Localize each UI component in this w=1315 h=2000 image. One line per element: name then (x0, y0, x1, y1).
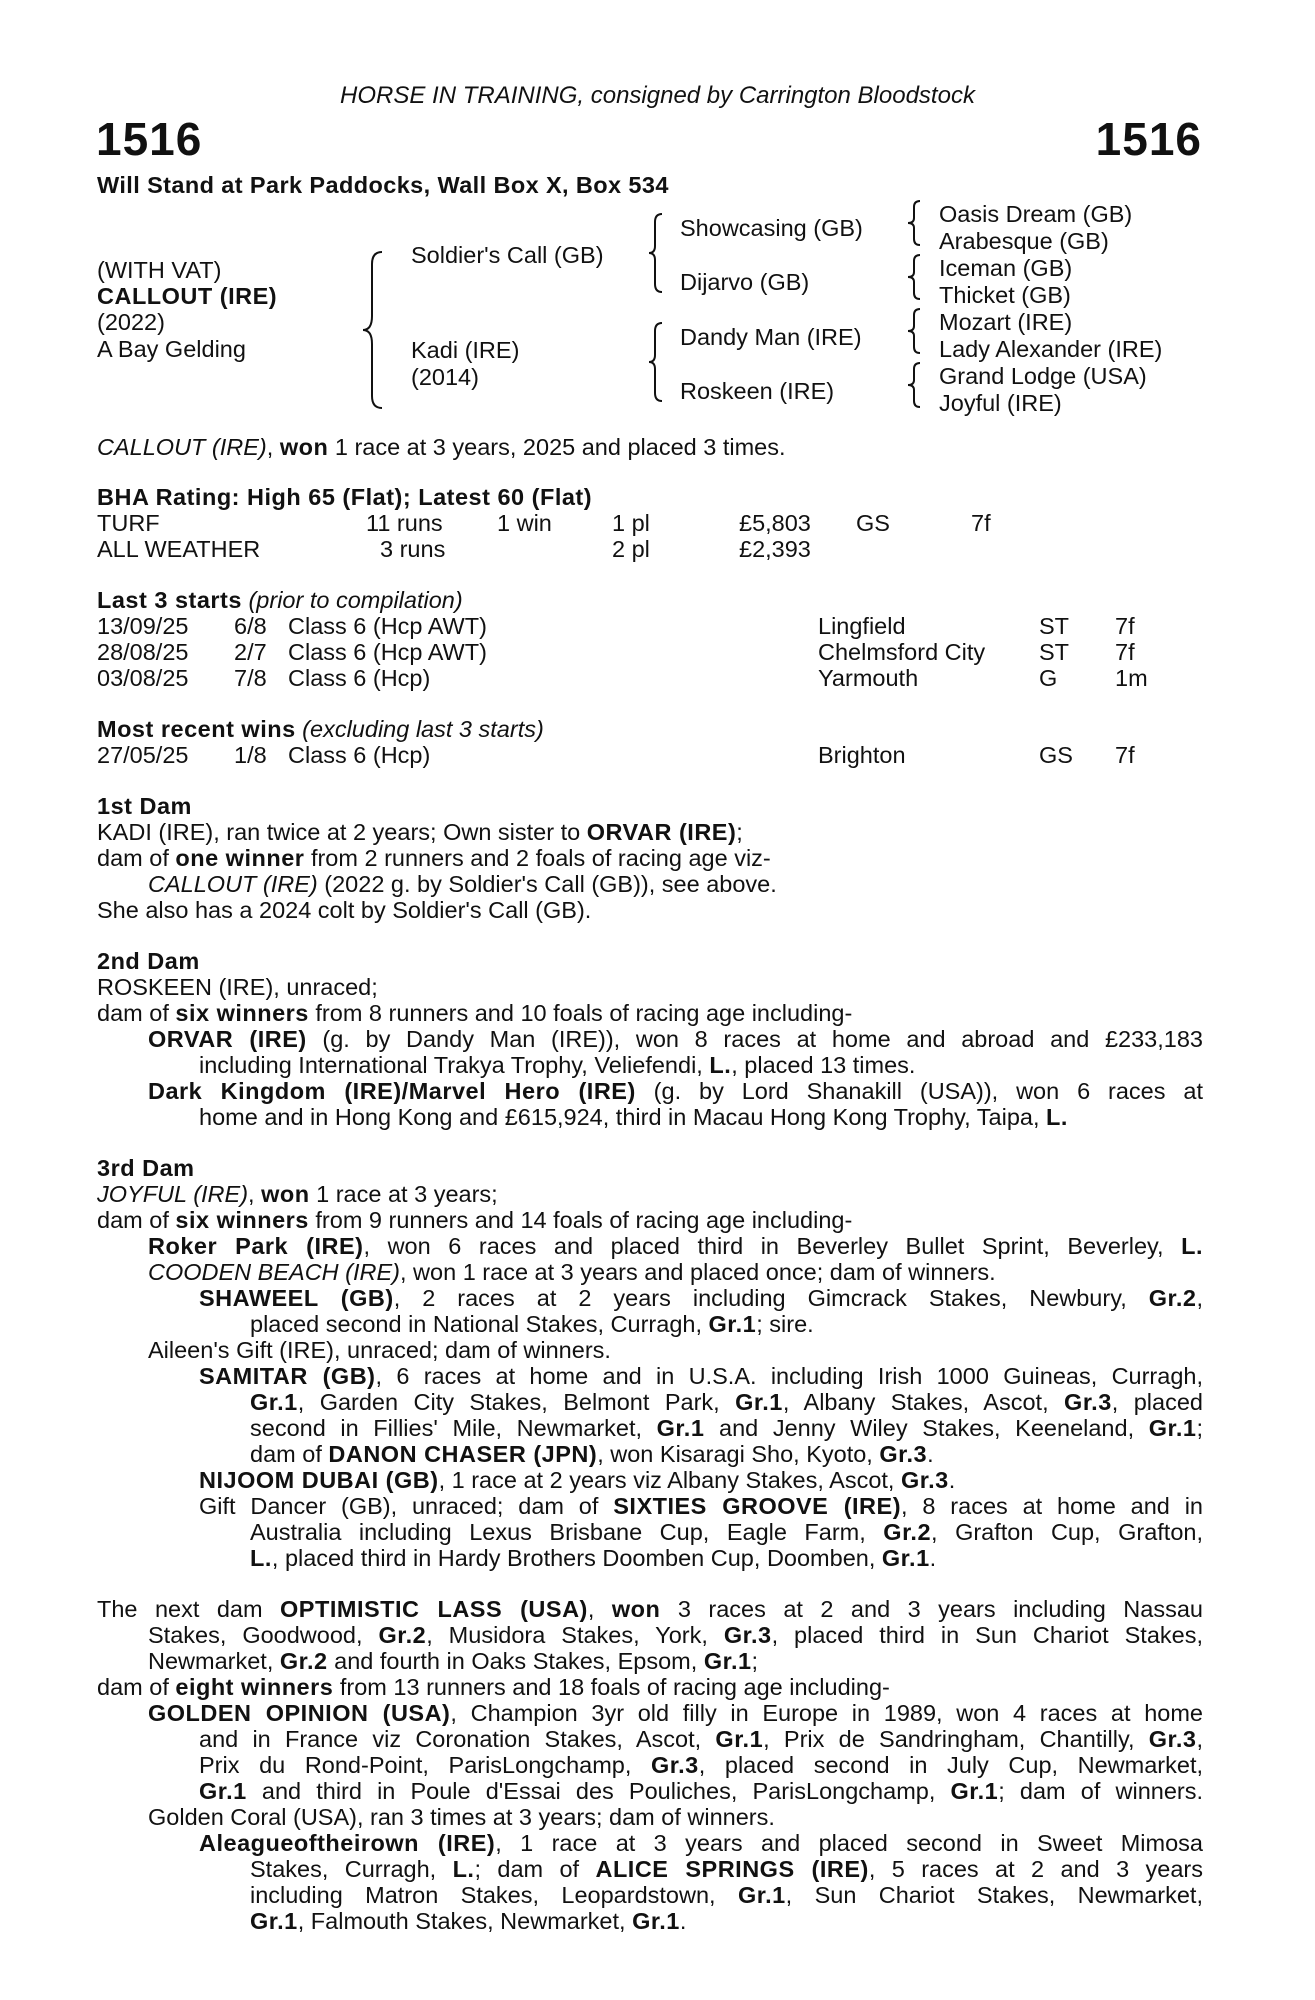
lot-number-right: 1516 (1095, 113, 1202, 165)
sire-sire: Showcasing (GB) (680, 215, 863, 241)
race-summary: CALLOUT (IRE), won 1 race at 3 years, 2025 and placed 3 times. (97, 434, 786, 460)
text-line: ROSKEEN (IRE), unraced; (97, 974, 378, 1000)
text-line: Gr.1, Falmouth Stakes, Newmarket, Gr.1. (250, 1908, 687, 1934)
start-course: Lingfield (818, 613, 906, 639)
text-line: dam of one winner from 2 runners and 2 foals of racing age viz- (97, 845, 771, 871)
dam-year: (2014) (411, 364, 479, 390)
text-line: Stakes, Curragh, L.; dam of ALICE SPRINGS (IRE), 5 races at 2 and 3 years (250, 1856, 1203, 1882)
text-line: L., placed third in Hardy Brothers Doomben Cup, Doomben, Gr.1. (250, 1545, 937, 1571)
start-course: Yarmouth (818, 665, 919, 691)
text-line: SAMITAR (GB), 6 races at home and in U.S.A. including Irish 1000 Guineas, Curragh, (199, 1363, 1203, 1389)
dam-name: Kadi (IRE) (411, 337, 520, 363)
lot-number-left: 1516 (96, 113, 203, 165)
dijarvo-brace (904, 253, 926, 301)
horse-name: CALLOUT (IRE) (97, 283, 278, 309)
bha-rating-heading: BHA Rating: High 65 (Flat); Latest 60 (Flat) (97, 484, 593, 510)
text-line: including Matron Stakes, Leopardstown, Gr.1, Sun Chariot Stakes, Newmarket, (250, 1882, 1203, 1908)
horse-year: (2022) (97, 309, 165, 335)
text-line: home and in Hong Kong and £615,924, third in Macau Hong Kong Trophy, Taipa, L. (199, 1104, 1068, 1130)
start-date: 13/09/25 (97, 613, 189, 639)
start-going: ST (1039, 613, 1070, 639)
win-position: 1/8 (234, 742, 267, 768)
text-line: COODEN BEACH (IRE), won 1 race at 3 years and placed once; dam of winners. (148, 1259, 996, 1285)
text-line: Newmarket, Gr.2 and fourth in Oaks Stakes, Epsom, Gr.1; (148, 1648, 759, 1674)
gg-8: Joyful (IRE) (939, 390, 1062, 416)
start-race: Class 6 (Hcp AWT) (288, 639, 487, 665)
text-line: dam of DANON CHASER (JPN), won Kisaragi Sho, Kyoto, Gr.3. (250, 1441, 934, 1467)
sire-dam-brace (360, 250, 390, 410)
start-position: 6/8 (234, 613, 267, 639)
text-line: JOYFUL (IRE), won 1 race at 3 years; (97, 1181, 498, 1207)
record-runs: 11 runs (366, 510, 443, 536)
win-date: 27/05/25 (97, 742, 189, 768)
text-line: Gr.1 and third in Poule d'Essai des Pouliches, ParisLongchamp, Gr.1; dam of winners. (199, 1778, 1204, 1804)
start-course: Chelmsford City (818, 639, 986, 665)
text-line: including International Trakya Trophy, Veliefendi, L., placed 13 times. (199, 1052, 916, 1078)
gg-7: Grand Lodge (USA) (939, 363, 1147, 389)
roskeen-brace (904, 361, 926, 409)
gg-5: Mozart (IRE) (939, 309, 1073, 335)
text-line: and in France viz Coronation Stakes, Ascot, Gr.1, Prix de Sandringham, Chantilly, Gr.3, (199, 1726, 1203, 1752)
start-position: 2/7 (234, 639, 267, 665)
start-distance: 7f (1115, 639, 1135, 665)
win-going: GS (1039, 742, 1073, 768)
text-line: second in Fillies' Mile, Newmarket, Gr.1 and Jenny Wiley Stakes, Keeneland, Gr.1; (250, 1415, 1203, 1441)
start-race: Class 6 (Hcp) (288, 665, 431, 691)
start-race: Class 6 (Hcp AWT) (288, 613, 487, 639)
dandy-man-brace (904, 307, 926, 355)
gg-1: Oasis Dream (GB) (939, 201, 1133, 227)
record-surface: TURF (97, 510, 160, 536)
text-line: Stakes, Goodwood, Gr.2, Musidora Stakes, York, Gr.3, placed third in Sun Chariot Stakes, (148, 1622, 1203, 1648)
record-wins: 1 win (497, 510, 552, 536)
text-line: Australia including Lexus Brisbane Cup, Eagle Farm, Gr.2, Grafton Cup, Grafton, (250, 1519, 1203, 1545)
start-position: 7/8 (234, 665, 267, 691)
text-line: Prix du Rond-Point, ParisLongchamp, Gr.3, placed second in July Cup, Newmarket, (199, 1752, 1204, 1778)
dam-line-brace (646, 321, 668, 403)
text-line: Aleagueoftheirown (IRE), 1 race at 3 years and placed second in Sweet Mimosa (199, 1830, 1203, 1856)
win-race: Class 6 (Hcp) (288, 742, 431, 768)
record-runs: 3 runs (380, 536, 446, 562)
record-going: GS (856, 510, 890, 536)
sire-dam: Dijarvo (GB) (680, 269, 810, 295)
record-placed: 1 pl (612, 510, 650, 536)
sire-name: Soldier's Call (GB) (411, 242, 604, 268)
stand-location: Will Stand at Park Paddocks, Wall Box X, Box 534 (97, 172, 669, 198)
text-line: CALLOUT (IRE) (2022 g. by Soldier's Call (GB)), see above. (148, 871, 777, 897)
record-prize-money: £2,393 (739, 536, 811, 562)
win-distance: 7f (1115, 742, 1135, 768)
record-placed: 2 pl (612, 536, 650, 562)
last-3-starts-heading: Last 3 starts (prior to compilation) (97, 587, 463, 613)
gg-4: Thicket (GB) (939, 282, 1071, 308)
text-line: KADI (IRE), ran twice at 2 years; Own sister to ORVAR (IRE); (97, 819, 743, 845)
text-line: Gift Dancer (GB), unraced; dam of SIXTIES GROOVE (IRE), 8 races at home and in (199, 1493, 1204, 1519)
showcasing-brace (904, 199, 926, 247)
start-distance: 1m (1115, 665, 1148, 691)
dam-sire: Dandy Man (IRE) (680, 324, 862, 350)
third-dam-heading: 3rd Dam (97, 1155, 195, 1181)
text-line: GOLDEN OPINION (USA), Champion 3yr old filly in Europe in 1989, won 4 races at home (148, 1700, 1203, 1726)
gg-3: Iceman (GB) (939, 255, 1073, 281)
record-surface: ALL WEATHER (97, 536, 261, 562)
text-line: dam of six winners from 9 runners and 14 foals of racing age including- (97, 1207, 853, 1233)
text-line: She also has a 2024 colt by Soldier's Call (GB). (97, 897, 592, 923)
text-line: Aileen's Gift (IRE), unraced; dam of winners. (148, 1337, 611, 1363)
text-line: ORVAR (IRE) (g. by Dandy Man (IRE)), won 8 races at home and abroad and £233,183 (148, 1026, 1203, 1052)
text-line: Gr.1, Garden City Stakes, Belmont Park, Gr.1, Albany Stakes, Ascot, Gr.3, placed (250, 1389, 1203, 1415)
start-date: 03/08/25 (97, 665, 189, 691)
page-heading: HORSE IN TRAINING, consigned by Carrington Bloodstock (340, 82, 975, 109)
gg-6: Lady Alexander (IRE) (939, 336, 1163, 362)
start-date: 28/08/25 (97, 639, 189, 665)
gg-2: Arabesque (GB) (939, 228, 1109, 254)
recent-wins-heading: Most recent wins (excluding last 3 starts) (97, 716, 544, 742)
text-line: dam of six winners from 8 runners and 10 foals of racing age including- (97, 1000, 853, 1026)
text-line: placed second in National Stakes, Curragh, Gr.1; sire. (250, 1311, 814, 1337)
text-line: Dark Kingdom (IRE)/Marvel Hero (IRE) (g. by Lord Shanakill (USA)), won 6 races at (148, 1078, 1203, 1104)
start-going: ST (1039, 639, 1070, 665)
horse-description: A Bay Gelding (97, 336, 246, 362)
record-prize-money: £5,803 (739, 510, 811, 536)
text-line: The next dam OPTIMISTIC LASS (USA), won 3 races at 2 and 3 years including Nassau (97, 1596, 1203, 1622)
text-line: dam of eight winners from 13 runners and 18 foals of racing age including- (97, 1674, 890, 1700)
start-distance: 7f (1115, 613, 1135, 639)
text-line: NIJOOM DUBAI (GB), 1 race at 2 years viz Albany Stakes, Ascot, Gr.3. (199, 1467, 956, 1493)
dam-dam: Roskeen (IRE) (680, 378, 835, 404)
second-dam-heading: 2nd Dam (97, 948, 200, 974)
first-dam-heading: 1st Dam (97, 793, 192, 819)
start-going: G (1039, 665, 1058, 691)
text-line: Golden Coral (USA), ran 3 times at 3 years; dam of winners. (148, 1804, 775, 1830)
record-distance: 7f (971, 510, 991, 536)
sire-line-brace (646, 212, 668, 294)
text-line: Roker Park (IRE), won 6 races and placed third in Beverley Bullet Sprint, Beverley, L. (148, 1233, 1203, 1259)
win-course: Brighton (818, 742, 906, 768)
text-line: SHAWEEL (GB), 2 races at 2 years including Gimcrack Stakes, Newbury, Gr.2, (199, 1285, 1203, 1311)
vat-note: (WITH VAT) (97, 257, 222, 283)
